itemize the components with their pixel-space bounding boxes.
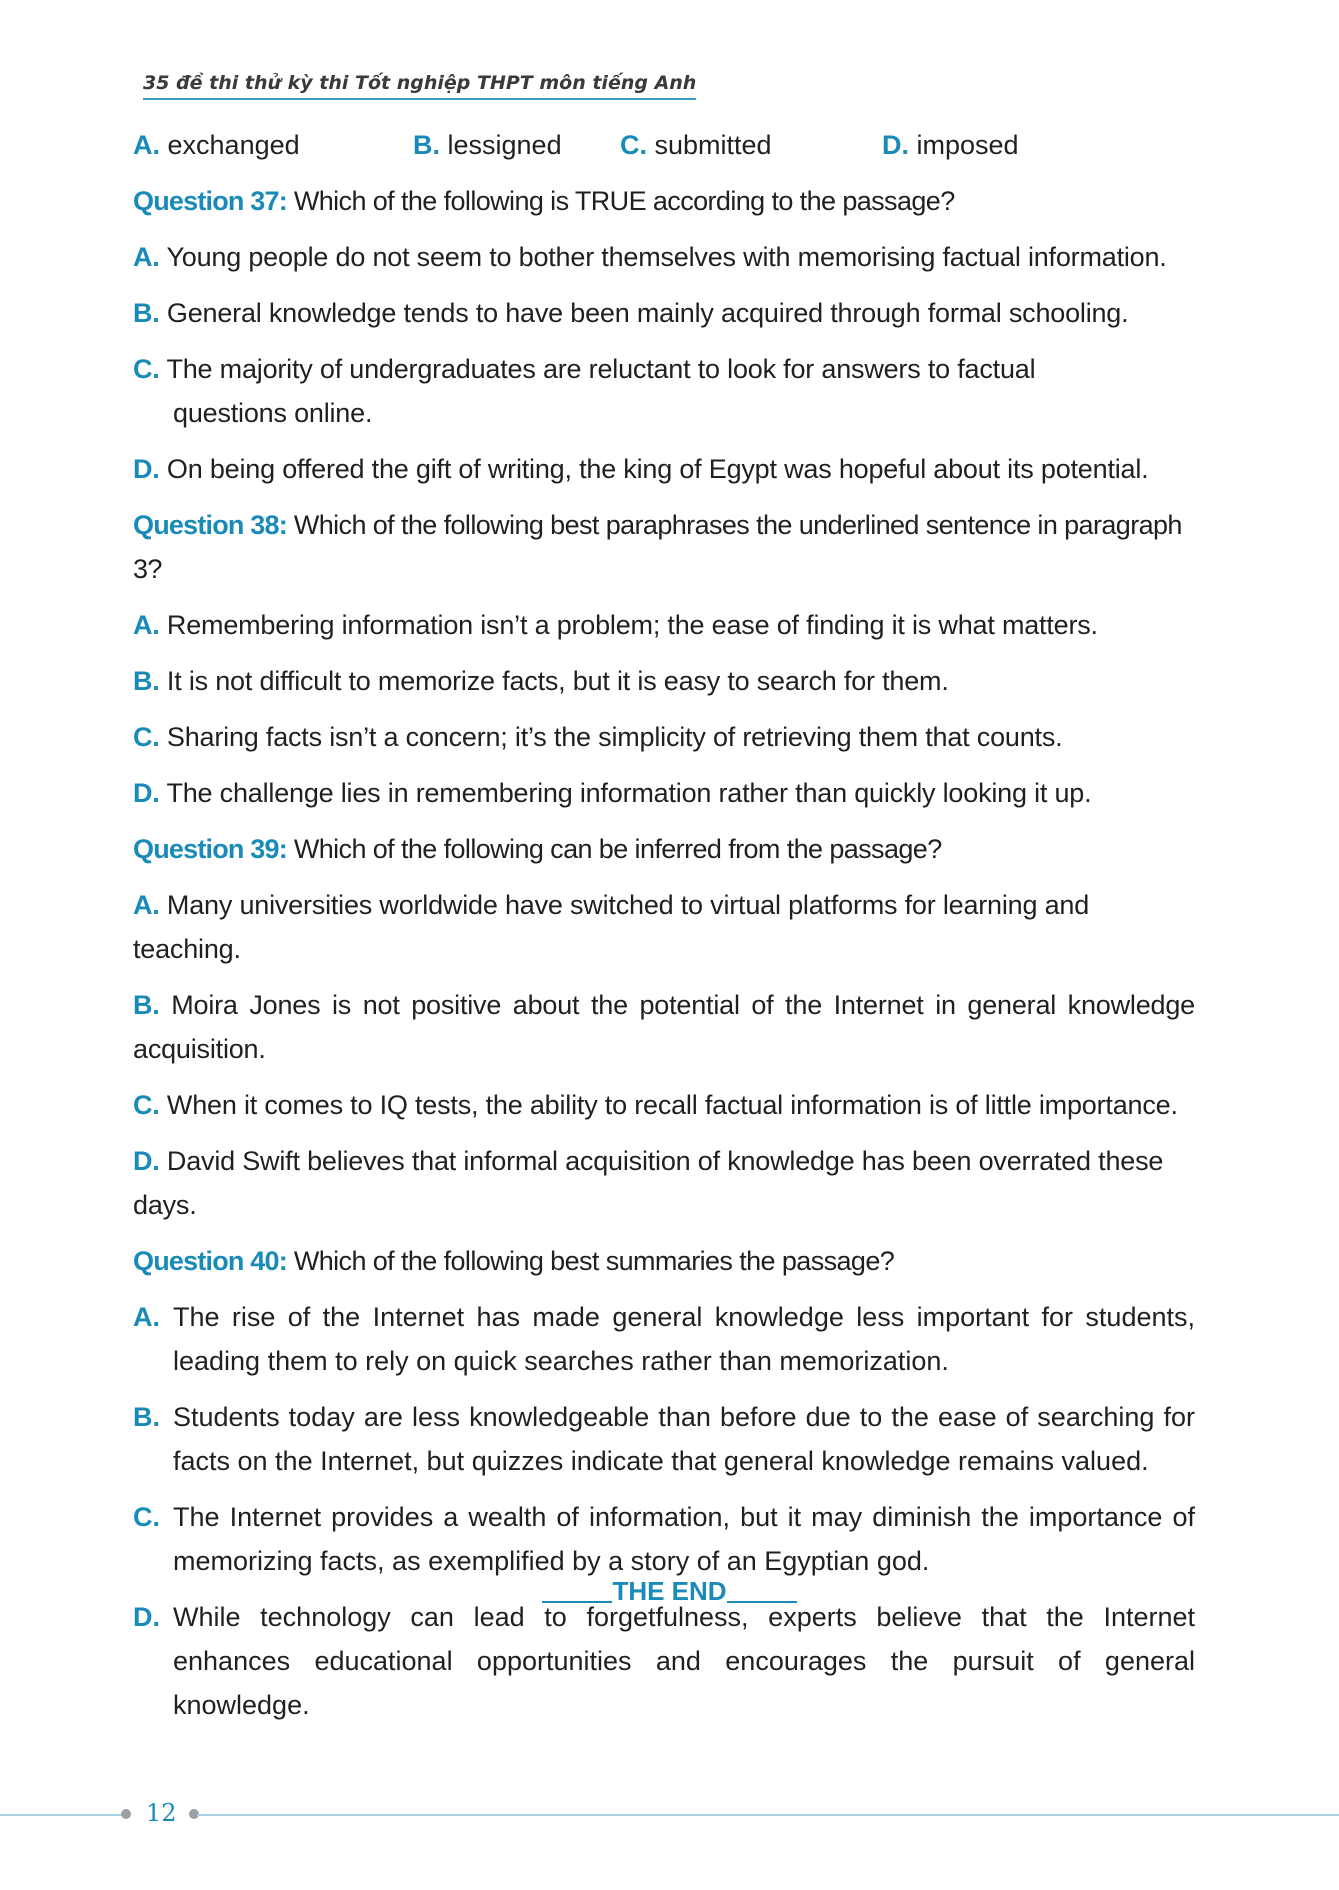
- the-end-marker: THE END: [0, 1575, 1339, 1607]
- q40-option-c: C. The Internet provides a wealth of information, but it may diminish the importance of memorizing facts, as exemplified by a story of an Egyptian god.: [133, 1502, 1195, 1576]
- q37-option-d: D. On being offered the gift of writing, the king of Egypt was hopeful about its potential.: [133, 454, 1149, 484]
- footer-rule-right: [197, 1814, 1339, 1816]
- question-content: [133, 123, 1195, 1727]
- q39-option-d: D. David Swift believes that informal acquisition of knowledge has been overrated these days.: [133, 1146, 1164, 1220]
- q38-option-b: B. It is not difficult to memorize facts, but it is easy to search for them.: [133, 666, 949, 696]
- q39-option-b: B. Moira Jones is not positive about the potential of the Internet in general knowledge acquisition.: [133, 990, 1195, 1064]
- footer-dot-left: [121, 1809, 131, 1819]
- option-a: A. exchanged: [133, 130, 300, 160]
- end-rule-right: [727, 1575, 797, 1603]
- question-40: Question 40: Which of the following best summaries the passage?: [133, 1246, 895, 1276]
- q38-option-c: C. Sharing facts isn’t a concern; it’s the simplicity of retrieving them that counts.: [133, 722, 1063, 752]
- q38-option-d: D. The challenge lies in remembering information rather than quickly looking it up.: [133, 778, 1092, 808]
- q40-option-d: D. While technology can lead to forgetfulness, experts believe that the Internet enhances educational opportunities and encourages the pursuit of general knowledge.: [133, 1602, 1195, 1720]
- option-b: B. lessigned: [413, 130, 562, 160]
- question-37: Question 37: Which of the following is TRUE according to the passage?: [133, 186, 955, 216]
- running-header: 35 đề thi thử kỳ thi Tốt nghiệp THPT môn tiếng Anh: [143, 72, 696, 100]
- option-d: D. imposed: [882, 130, 1019, 160]
- q38-option-a: A. Remembering information isn’t a problem; the ease of finding it is what matters.: [133, 610, 1098, 640]
- question-36-options: [133, 123, 1195, 167]
- q39-option-c: C. When it comes to IQ tests, the ability to recall factual information is of little importance.: [133, 1090, 1178, 1120]
- q40-option-b: B. Students today are less knowledgeable than before due to the ease of searching for facts on the Internet, but quizzes indicate that general knowledge remains valued.: [133, 1402, 1195, 1476]
- q37-option-c: C. The majority of undergraduates are reluctant to look for answers to factual questions online.: [133, 354, 1036, 428]
- question-39: Question 39: Which of the following can be inferred from the passage?: [133, 834, 942, 864]
- question-38: Question 38: Which of the following best paraphrases the underlined sentence in paragraph 3?: [133, 510, 1182, 584]
- q40-option-a: A. The rise of the Internet has made general knowledge less important for students, leading them to rely on quick searches rather than memorization.: [133, 1302, 1195, 1376]
- q37-option-b: B. General knowledge tends to have been mainly acquired through formal schooling.: [133, 298, 1129, 328]
- page-number: 12: [146, 1799, 177, 1827]
- end-rule-left: [542, 1575, 612, 1603]
- option-c: C. submitted: [620, 130, 772, 160]
- q37-option-a: A. Young people do not seem to bother themselves with memorising factual information.: [133, 242, 1167, 272]
- q39-option-a: A. Many universities worldwide have switched to virtual platforms for learning and teaching.: [133, 890, 1090, 964]
- footer-rule-left: [0, 1814, 123, 1816]
